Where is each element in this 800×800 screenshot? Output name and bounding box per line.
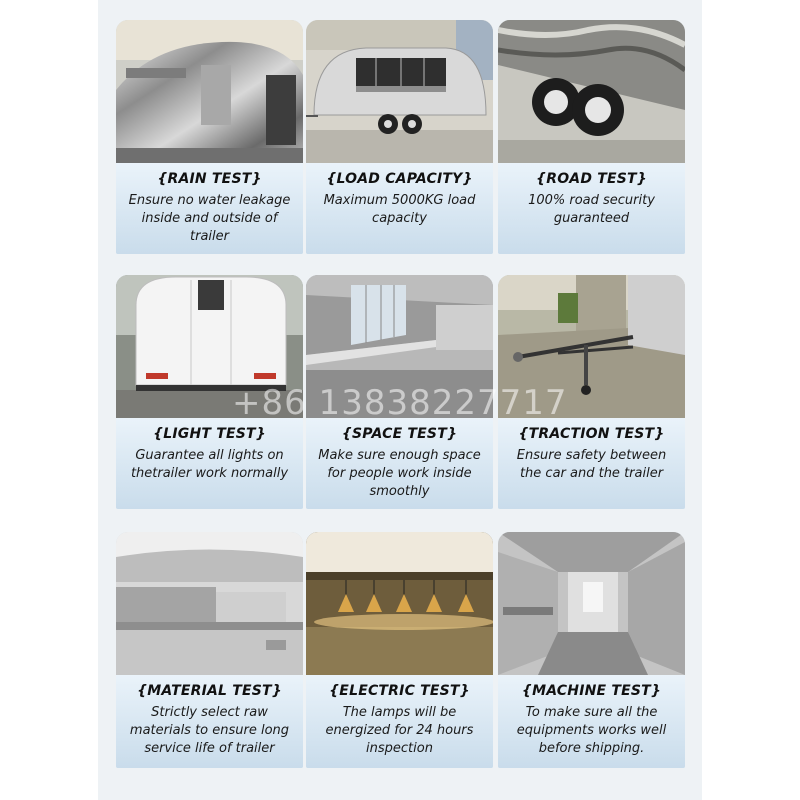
card-electric-test bbox=[306, 532, 493, 768]
card-text-panel bbox=[306, 675, 493, 768]
card-text-panel bbox=[498, 163, 685, 254]
card-description: 100% road security guaranteed bbox=[528, 193, 655, 226]
card-title: {SPACE TEST} bbox=[341, 426, 458, 442]
card-text-panel bbox=[306, 418, 493, 509]
stainless-kitchen-photo bbox=[116, 532, 303, 675]
card-description: Make sure enough space for people work inside smoothly bbox=[318, 448, 481, 499]
card-description: Maximum 5000KG load capacity bbox=[323, 193, 476, 226]
card-machine-test bbox=[498, 532, 685, 768]
trailer-exterior-photo bbox=[116, 20, 303, 163]
phone-watermark: +86 13838227717 bbox=[232, 383, 568, 423]
pendant-lamps-photo bbox=[306, 532, 493, 675]
card-text-panel bbox=[116, 675, 303, 768]
card-description: Ensure no water leakage inside and outside of trailer bbox=[128, 193, 291, 244]
card-title: {ROAD TEST} bbox=[536, 171, 647, 187]
card-description: Strictly select raw materials to ensure long service life of trailer bbox=[129, 705, 290, 756]
card-title: {TRACTION TEST} bbox=[518, 426, 665, 442]
card-description: To make sure all the equipments works well before shipping. bbox=[516, 705, 667, 756]
card-text-panel bbox=[306, 163, 493, 254]
card-title: {MACHINE TEST} bbox=[521, 683, 662, 699]
card-text-panel bbox=[116, 163, 303, 254]
card-load-capacity bbox=[306, 20, 493, 254]
kitchen-equipment-photo bbox=[498, 532, 685, 675]
card-text-panel bbox=[498, 418, 685, 509]
card-description: The lamps will be energized for 24 hours inspection bbox=[325, 705, 474, 756]
card-material-test bbox=[116, 532, 303, 768]
card-text-panel bbox=[116, 418, 303, 509]
card-title: {MATERIAL TEST} bbox=[137, 683, 282, 699]
card-text-panel bbox=[498, 675, 685, 768]
trailer-side-photo bbox=[306, 20, 493, 163]
card-rain-test bbox=[116, 20, 303, 254]
card-road-test bbox=[498, 20, 685, 254]
card-title: {ELECTRIC TEST} bbox=[329, 683, 470, 699]
card-description: Guarantee all lights on thetrailer work normally bbox=[130, 448, 289, 481]
card-title: {LOAD CAPACITY} bbox=[326, 171, 473, 187]
card-title: {RAIN TEST} bbox=[157, 171, 262, 187]
card-description: Ensure safety between the car and the trailer bbox=[516, 448, 667, 481]
card-title: {LIGHT TEST} bbox=[153, 426, 266, 442]
trailer-wheels-photo bbox=[498, 20, 685, 163]
